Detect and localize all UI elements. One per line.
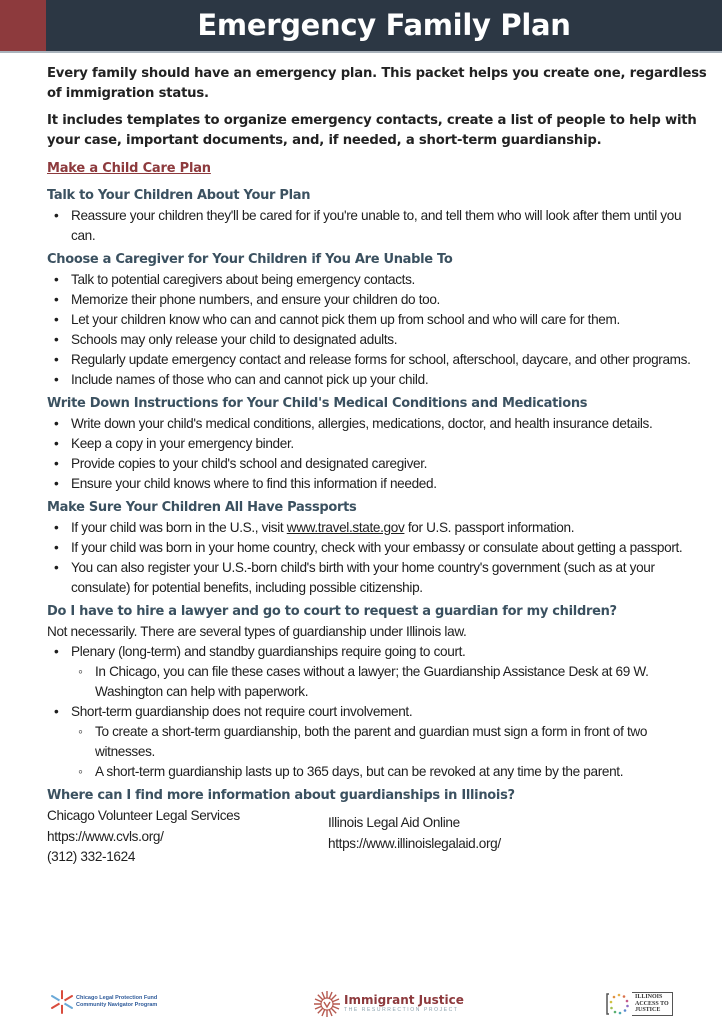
section-heading-lawyer: Do I have to hire a lawyer and go to court to request a guardian for my children? bbox=[47, 604, 617, 619]
list-item: • Ensure your child knows where to find this information if needed. bbox=[71, 474, 707, 494]
footer-logos bbox=[0, 985, 722, 1024]
intro-paragraph-2: It includes templates to organize emergency contacts, create a list of people to help with your case, important documents, and, if needed, a short-term guardianship. bbox=[47, 113, 697, 148]
travel-state-gov-link[interactable]: www.travel.state.gov bbox=[286, 520, 405, 535]
list-item: • Regularly update emergency contact and release forms for school, afterschool, daycare, and other programs. bbox=[71, 350, 707, 370]
list-item bbox=[71, 518, 707, 538]
section-heading-caregiver: Choose a Caregiver for Your Children if You Are Unable To bbox=[47, 252, 453, 267]
cvls-phone: (312) 332-1624 bbox=[47, 849, 136, 864]
medical-list bbox=[47, 414, 707, 494]
clpf-logo-text bbox=[76, 995, 157, 1009]
section-heading-medical: Write Down Instructions for Your Child's Medical Conditions and Medications bbox=[47, 396, 588, 411]
list-item: • Provide copies to your child's school and designated caregiver. bbox=[71, 454, 707, 474]
sub-list-item: ◦ In Chicago, you can file these cases without a lawyer; the Guardianship Assistance Desk at 69 W. Washington can help with paperwork. bbox=[95, 662, 707, 702]
list-item bbox=[71, 642, 707, 702]
list-item: • Include names of those who can and cannot pick up your child. bbox=[71, 370, 707, 390]
passport-text-before: If your child was born in the U.S., visit bbox=[71, 520, 287, 535]
passports-list bbox=[47, 518, 707, 598]
short-term-sublist bbox=[71, 722, 707, 782]
lawyer-intro: Not necessarily. There are several types of guardianship under Illinois law. bbox=[47, 624, 467, 639]
immigrant-justice-text bbox=[344, 994, 464, 1014]
passport-text-after: for U.S. passport information. bbox=[404, 520, 575, 535]
page-title: Emergency Family Plan bbox=[197, 8, 571, 42]
ilao-contact bbox=[328, 813, 501, 854]
cvls-url[interactable]: https://www.cvls.org/ bbox=[47, 828, 164, 844]
child-care-plan-link[interactable]: Make a Child Care Plan bbox=[47, 161, 211, 176]
ia2j-line-1: ILLINOIS bbox=[635, 994, 663, 1001]
ilao-url[interactable]: https://www.illinoislegalaid.org/ bbox=[328, 835, 501, 851]
immigrant-justice-logo bbox=[313, 990, 464, 1018]
ia2j-line-3: JUSTICE bbox=[635, 1007, 661, 1014]
clpf-line-1: Chicago Legal Protection Fund bbox=[76, 995, 158, 1001]
list-item: • Let your children know who can and cannot pick them up from school and who will care for them. bbox=[71, 310, 707, 330]
document-body bbox=[47, 64, 707, 866]
list-item: • Memorize their phone numbers, and ensure your children do too. bbox=[71, 290, 707, 310]
section-heading-talk: Talk to Your Children About Your Plan bbox=[47, 188, 311, 203]
cvls-contact bbox=[47, 806, 240, 868]
list-item: • Schools may only release your child to designated adults. bbox=[71, 330, 707, 350]
six-point-star-icon bbox=[50, 989, 74, 1015]
sunburst-icon bbox=[313, 990, 341, 1018]
resources-block bbox=[47, 806, 707, 866]
intro-paragraph-1: Every family should have an emergency plan. This packet helps you create one, regardless of immigration status. bbox=[47, 66, 707, 101]
list-item: • You can also register your U.S.-born child's birth with your home country's government (such as at your consulate) for potential benefits, including possible citizenship. bbox=[71, 558, 707, 598]
illinois-access-to-justice-logo bbox=[606, 991, 673, 1017]
ia2j-line-2: ACCESS TO bbox=[635, 1000, 669, 1007]
ij-main-text: Immigrant Justice bbox=[344, 993, 464, 1007]
chicago-legal-protection-fund-logo bbox=[50, 989, 157, 1015]
ij-sub-text: THE RESURRECTION PROJECT bbox=[344, 1007, 459, 1013]
clpf-line-2: Community Navigator Program bbox=[76, 1002, 158, 1008]
talk-list bbox=[47, 206, 707, 246]
caregiver-list bbox=[47, 270, 707, 390]
list-item: • Write down your child's medical conditions, allergies, medications, doctor, and health insurance details. bbox=[71, 414, 707, 434]
list-item: • Talk to potential caregivers about being emergency contacts. bbox=[71, 270, 707, 290]
section-heading-resources: Where can I find more information about guardianships in Illinois? bbox=[47, 788, 515, 803]
plenary-text: Plenary (long-term) and standby guardianships require going to court. bbox=[71, 644, 466, 659]
list-item bbox=[71, 702, 707, 782]
list-item: • If your child was born in your home country, check with your embassy or consulate about getting a passport. bbox=[71, 538, 707, 558]
sub-list-item: ◦ A short-term guardianship lasts up to 365 days, but can be revoked at any time by the parent. bbox=[95, 762, 707, 782]
cvls-name: Chicago Volunteer Legal Services bbox=[47, 808, 240, 823]
guardianship-list bbox=[47, 642, 707, 782]
page-header bbox=[0, 0, 722, 53]
list-item: • Reassure your children they'll be cared for if you're unable to, and tell them who will look after them until you can. bbox=[71, 206, 707, 246]
ia2j-text-box bbox=[632, 992, 673, 1016]
plenary-sublist bbox=[71, 662, 707, 702]
list-item: • Keep a copy in your emergency binder. bbox=[71, 434, 707, 454]
ilao-name: Illinois Legal Aid Online bbox=[328, 815, 460, 830]
section-heading-passports: Make Sure Your Children All Have Passports bbox=[47, 500, 357, 515]
dotted-circle-icon bbox=[606, 991, 632, 1017]
sub-list-item: ◦ To create a short-term guardianship, both the parent and guardian must sign a form in front of two witnesses. bbox=[95, 722, 707, 762]
header-accent-block bbox=[0, 0, 46, 51]
short-term-text: Short-term guardianship does not require court involvement. bbox=[71, 704, 413, 719]
